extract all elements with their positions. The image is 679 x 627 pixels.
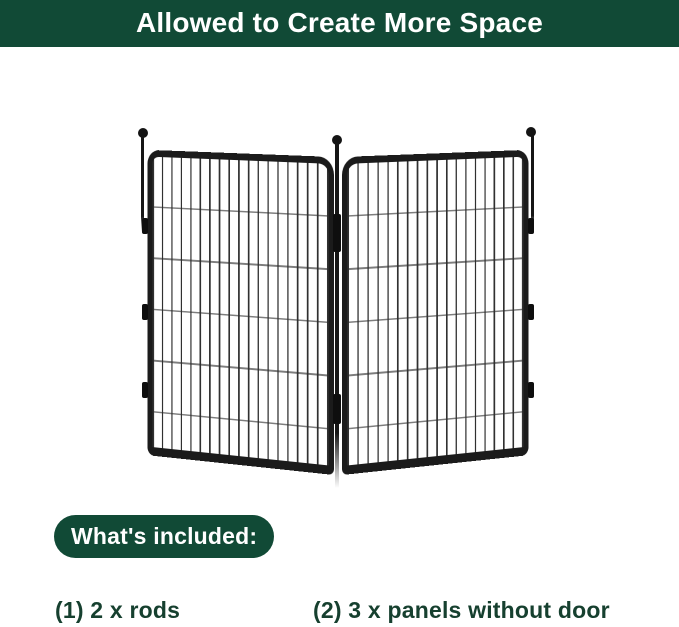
fence-illustration	[138, 126, 538, 492]
header-title: Allowed to Create More Space	[135, 6, 544, 38]
fence-panel-right	[342, 150, 528, 475]
header-banner	[0, 0, 679, 47]
included-item-panels: (2) 3 x panels without door	[313, 597, 610, 623]
whats-included-badge	[54, 515, 274, 558]
included-item-rods: (1) 2 x rods	[55, 597, 181, 623]
fence-panel-left	[148, 150, 334, 475]
fence-3d-stage	[138, 126, 538, 492]
whats-included-label: What's included:	[71, 523, 258, 549]
